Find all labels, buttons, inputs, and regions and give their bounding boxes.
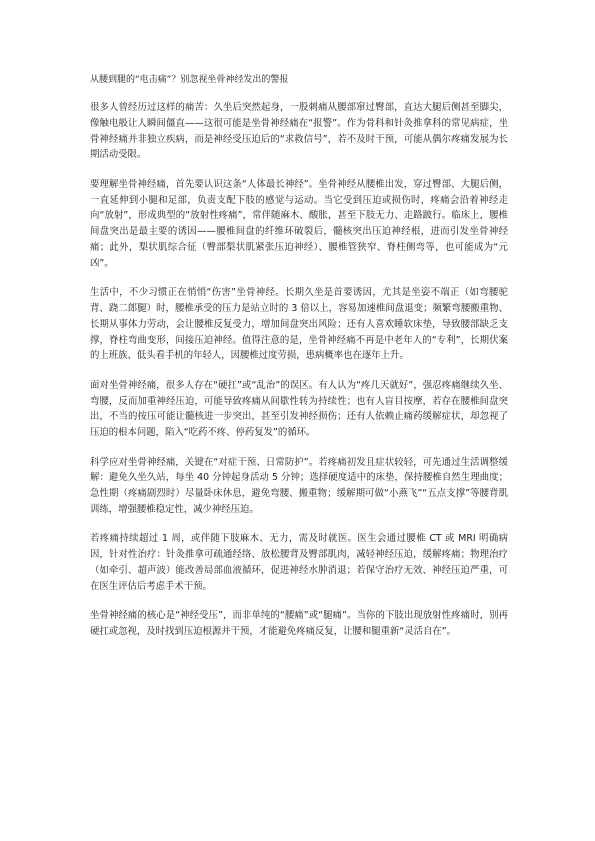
paragraph-misconceptions: 面对坐骨神经痛，很多人存在“硬扛”或“乱治”的误区。有人认为“疼几天就好”，强忍疼痛继续久坐、弯腰，反而加重神经压迫，可能导致疼痛从间歇性转为持续性；也有人盲目按摩，若存在腰椎间盘突出，不当的按压可能让髓核进一步突出，甚至引发神经损伤；还有人依赖止痛药缓解症状，却忽视了压迫的根本问题，陷入“吃药不疼、停药复发”的循环。 — [90, 379, 508, 439]
paragraph-habits: 生活中，不少习惯正在悄悄“伤害”坐骨神经。长期久坐是首要诱因，尤其是坐姿不端正（如弯腰驼背、跷二郎腿）时，腰椎承受的压力是站立时的 3 倍以上，容易加速椎间盘退变；频繁弯腰搬重物、长期从事体力劳动，会让腰椎反复受力，增加间盘突出风险；还有人喜欢睡软床垫，导致腰部缺乏支撑，脊柱弯曲变形，间接压迫神经。值得注意的是，坐骨神经痛不再是中老年人的“专利”，长期伏案的上班族、低头看手机的年轻人，因腰椎过度劳损，患病概率也在逐年上升。 — [90, 287, 508, 362]
paragraph-anatomy: 要理解坐骨神经痛，首先要认识这条“人体最长神经”。坐骨神经从腰椎出发，穿过臀部、大腿后侧，一直延伸到小腿和足部，负责支配下肢的感觉与运动。当它受到压迫或损伤时，疼痛会沿着神经走向“放射”，形成典型的“放射性疼痛”，常伴随麻木、酸胀，甚至下肢无力、走路跛行。临床上，腰椎间盘突出是最主要的诱因——腰椎间盘的纤维环破裂后，髓核突出压迫神经根，进而引发坐骨神经痛；此外，梨状肌综合征（臀部梨状肌紧张压迫神经）、腰椎管狭窄、脊柱侧弯等，也可能成为“元凶”。 — [90, 178, 508, 269]
paragraph-intro: 很多人曾经历过这样的痛苦：久坐后突然起身，一股刺痛从腰部窜过臀部，直达大腿后侧甚至脚尖，像触电般让人瞬间僵直——这很可能是坐骨神经痛在“报警”。作为骨科和针灸推拿科的常见病症，坐骨神经痛并非独立疾病，而是神经受压迫后的“求救信号”，若不及时干预，可能从偶尔疼痛发展为长期活动受限。 — [90, 102, 508, 161]
document-page — [90, 74, 508, 653]
paragraph-conclusion: 坐骨神经痛的核心是“神经受压”，而非单纯的“腰痛”或“腿痛”。当你的下肢出现放射性疼痛时，别再硬扛或忽视，及时找到压迫根源并干预，才能避免疼痛反复，让腰和腿重新“灵活自在”。 — [90, 610, 508, 637]
paragraph-treatment: 若疼痛持续超过 1 周，或伴随下肢麻木、无力，需及时就医。医生会通过腰椎 CT 或 MRI 明确病因，针对性治疗：针灸推拿可疏通经络、放松腰背及臀部肌肉，减轻神经压迫，缓解疼痛；物理治疗（如牵引、超声波）能改善局部血液循环，促进神经水肿消退；若保守治疗无效、神经压迫严重，可在医生评估后考虑手术干预。 — [90, 533, 508, 592]
article-title: 从腰到腿的“电击痛”？别忽视坐骨神经发出的警报 — [90, 75, 289, 85]
paragraph-prevention: 科学应对坐骨神经痛，关键在“对症干预、日常防护”。若疼痛初发且症状较轻，可先通过生活调整缓解：避免久坐久站，每坐 40 分钟起身活动 5 分钟；选择硬度适中的床垫，保持腰椎自然生理曲度；急性期（疼痛剧烈时）尽量卧床休息，避免弯腰、搬重物；缓解期可做“小燕飞”“五点支撑”等腰背肌训练，增强腰椎稳定性，减少神经压迫。 — [90, 456, 508, 515]
